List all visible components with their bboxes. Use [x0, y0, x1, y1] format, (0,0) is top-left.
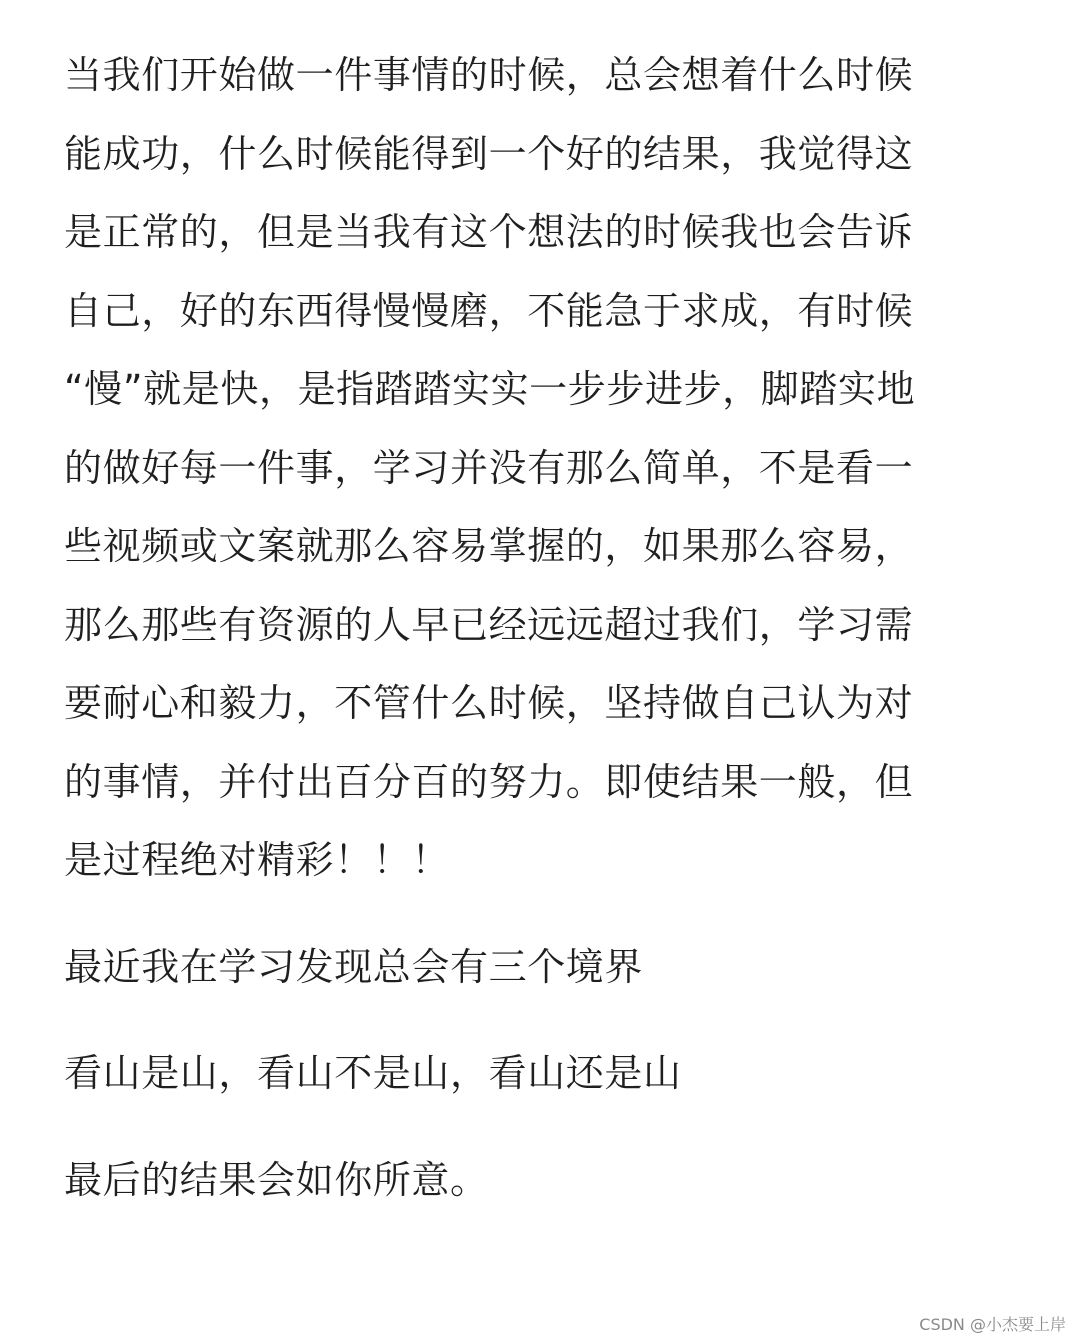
paragraph-gap: [64, 1006, 1024, 1034]
csdn-watermark: CSDN @小杰要上岸: [919, 1315, 1066, 1334]
paragraph-line: 当我们开始做一件事情的时候，总会想着什么时候: [64, 53, 914, 97]
paragraph-gap: [64, 1113, 1024, 1141]
paragraph-line: 那么那些有资源的人早已经远远超过我们，学习需: [64, 602, 914, 647]
paragraph-4: 最后的结果会如你所意。: [64, 1157, 489, 1202]
paragraph-gap: [64, 900, 1024, 928]
paragraph-3: 看山是山，看山不是山，看山还是山: [64, 1051, 682, 1095]
paragraph-line: 自己，好的东西得慢慢磨，不能急于求成，有时候: [64, 288, 914, 333]
paragraph-line: 的做好每一件事，学习并没有那么简单，不是看一: [64, 445, 914, 490]
article-body: [64, 36, 1024, 1219]
paragraph-line: 要耐心和毅力，不管什么时候，坚持做自己认为对: [64, 681, 914, 725]
paragraph-1: [64, 36, 1024, 900]
paragraph-line: 是过程绝对精彩！！！: [64, 838, 451, 882]
paragraph-line: 些视频或文案就那么容易掌握的，如果那么容易，: [64, 524, 914, 568]
paragraph-line: 的事情，并付出百分百的努力。即使结果一般，但: [64, 759, 914, 804]
paragraph-line: 能成功，什么时候能得到一个好的结果，我觉得这: [64, 131, 914, 176]
paragraph-line: 是正常的，但是当我有这个想法的时候我也会告诉: [64, 210, 914, 254]
paragraph-2: 最近我在学习发现总会有三个境界: [64, 944, 644, 989]
paragraph-line: “慢”就是快，是指踏踏实实一步步进步，脚踏实地: [64, 367, 916, 411]
